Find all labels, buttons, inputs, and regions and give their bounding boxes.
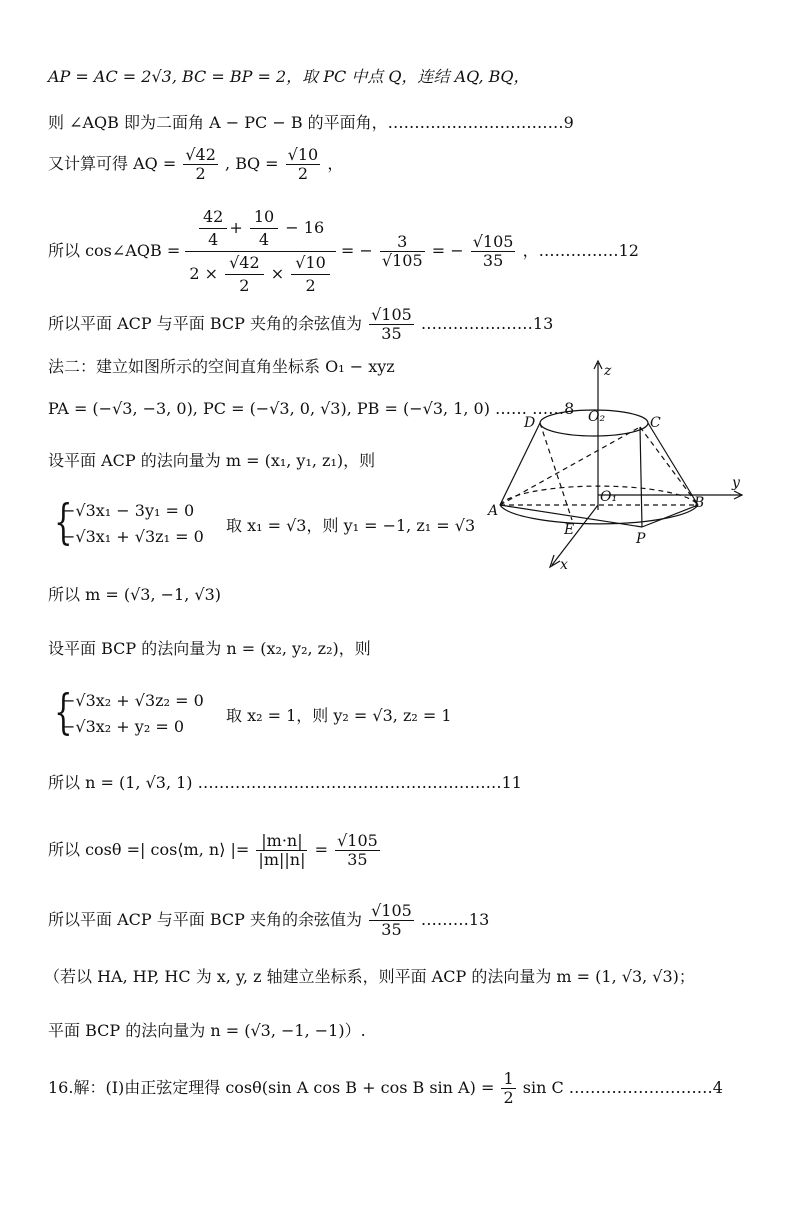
frac-aq: $\frac{√42}{2}$ [185, 145, 216, 183]
frustum-figure [480, 355, 780, 580]
label-o2: O₂ [588, 409, 606, 425]
line-15: 平面 BCP 的法向量为 n = (√3, −1, −1)）. [48, 1021, 366, 1040]
label-d: D [524, 415, 536, 431]
label-c: C [650, 415, 661, 431]
label-o1: O₁ [600, 489, 618, 505]
line-14-note: （若以 HA, HP, HC 为 x, y, z 轴建立坐标系，则平面 ACP 的法向量为 m = (1, √3, √3)； [44, 967, 695, 986]
label-b: B [694, 495, 705, 511]
line-8: 设平面 ACP 的法向量为 m = (x₁, y₁, z₁)，则 [48, 451, 376, 470]
line-c-b [640, 427, 698, 505]
line-9: 所以 m = (√3, −1, √3) [48, 585, 222, 604]
line-3: 又计算可得 AQ = $\frac{√42}{2}$ , BQ = $\frac{√10}{2}$ ， [48, 145, 344, 183]
line-7-vectors: PA = (−√3, −3, 0), PC = (−√3, 0, √3), PB = (−√3, 1, 0) …… ……8 [48, 399, 575, 418]
big-fraction: $\frac{42}{4}$ + $\frac{10}{4}$ − 16 2 × $\frac{√42}{2}$ × $\frac{√10}{2}$ [185, 208, 335, 295]
bottom-circle-front [500, 505, 698, 524]
line-6-method2: 法二：建立如图所示的空间直角坐标系 O₁ − xyz [48, 357, 395, 376]
line-13: 所以平面 ACP 与平面 BCP 夹角的余弦值为 $\frac{√105}{35}$ ………13 [48, 901, 490, 939]
label-y: y [732, 475, 740, 491]
line-16-problem: 16.解：(I)由正弦定理得 cosθ(sin A cos B + cos B sin A) = $\frac{1}{2}$ sin C ………………………4 [48, 1069, 723, 1107]
line-4-cos-aqb: 所以 cos∠AQB = $\frac{42}{4}$ + $\frac{10}{4}$ − 16 2 × $\frac{√42}{2}$ × $\frac{√10}{2}$ = − $\frac{3}{√105}$ = − $\frac{√105}{35}$ ，……………12 [48, 207, 639, 295]
line-12-cos-theta: 所以 cosθ =| cos⟨m, n⟩ |= $\frac{|m\cdot n|}{|m||n|}$ = $\frac{√105}{35}$ [48, 831, 378, 869]
line-11: 所以 n = (1, √3, 1) …………………………………………………11 [48, 773, 522, 792]
label-x: x [560, 557, 568, 573]
line-b-p [642, 505, 698, 527]
label-z: z [604, 363, 612, 379]
label-e: E [564, 522, 575, 538]
side-right [648, 423, 698, 505]
line-1: AP = AC = 2√3, BC = BP = 2，取 PC 中点 Q，连结 AQ, BQ， [48, 67, 530, 86]
line-a-c [500, 427, 640, 505]
line-c-p [640, 427, 642, 527]
line-2: 则 ∠AQB 即为二面角 A − PC − B 的平面角，……………………………9 [48, 113, 574, 132]
side-left [500, 423, 540, 505]
line-5: 所以平面 ACP 与平面 BCP 夹角的余弦值为 $\frac{√105}{35}$ …………………13 [48, 305, 554, 343]
label-p: P [636, 531, 646, 547]
label-a: A [488, 503, 499, 519]
line-10: 设平面 BCP 的法向量为 n = (x₂, y₂, z₂)，则 [48, 639, 371, 658]
frac-bq: $\frac{√10}{2}$ [287, 145, 319, 183]
